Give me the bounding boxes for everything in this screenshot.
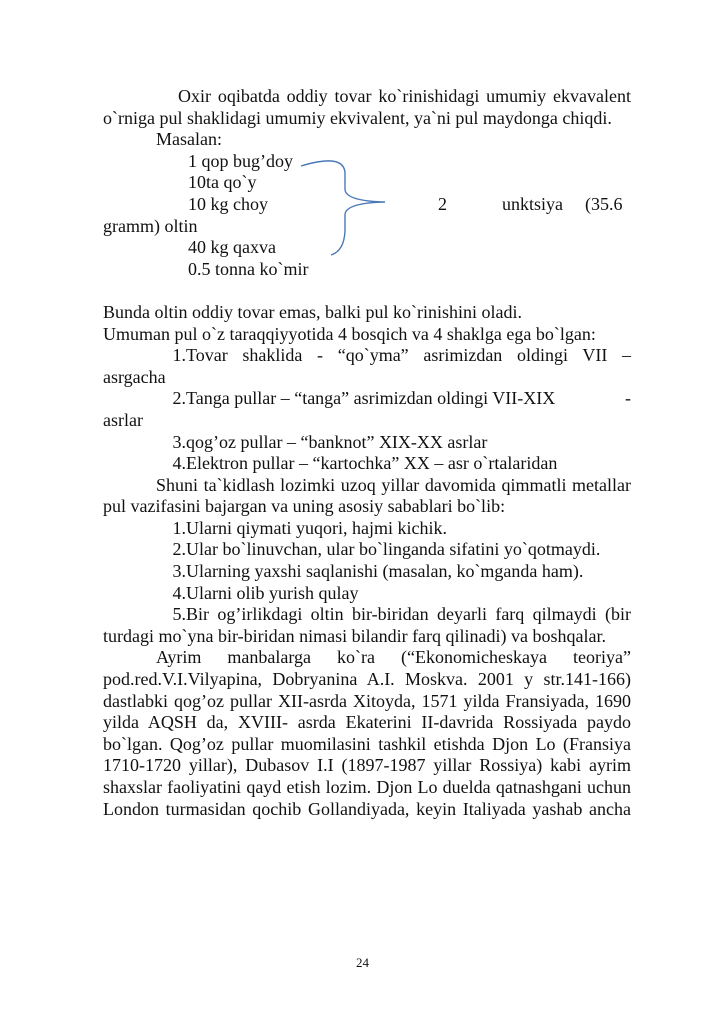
list-text: Bir og’irlikdagi oltin bir-biridan deyarli farq qilmaydi (bir <box>186 604 631 625</box>
list-number: 1. <box>172 345 186 366</box>
equivalent-unit: unktsiya <box>502 193 563 214</box>
paragraph-stages-intro: Umuman pul o`z taraqqiyyotida 4 bosqich va 4 shaklga ega bo`lgan: <box>103 323 596 344</box>
list-item <box>103 604 631 626</box>
list-number: 3. <box>172 431 186 452</box>
paragraph-metals: Shuni ta`kidlash lozimki uzoq yillar davomida qimmatli metallar pul vazifasini bajargan va uning asosiy sabablari bo`lib: <box>103 474 631 517</box>
list-number: 3. <box>172 561 186 582</box>
list-text: Ularning yaxshi saqlanishi (masalan, ko`mganda ham). <box>186 561 584 582</box>
goods-item: 0.5 tonna ko`mir <box>188 258 309 279</box>
goods-list <box>103 151 631 281</box>
paragraph-paper-money: Ayrim manbalarga ko`ra (“Ekonomicheskaya teoriya” pod.red.V.I.Vilyapina, Dobryanina A.I. Moskva. 2001 y str.141-166) dastlabki qog’oz pullar XII-asrda Xitoyda, 1571 yilda Fransiyada, 1690 yilda AQSH da, XVIII- asrda Ekaterini II-davrida Rossiyada paydo bo`lgan. Qog’oz pullar muomilasini tashkil etishda Djon Lo (Fransiya 1710-1720 yillar), Dubasov I.I (1897-1987 yillar Rossiya) kabi ayrim shaxslar faoliyatini qayd etish lozim. Djon Lo duelda qatnashgani uchun London turmasidan qochib Gollandiyada, keyin Italiyada yashab ancha <box>103 647 631 819</box>
goods-item-continuation: gramm) oltin <box>103 215 198 236</box>
list-text: Ular bo`linuvchan, ular bo`linganda sifatini yo`qotmaydi. <box>186 539 601 560</box>
list-number: 5. <box>172 604 186 625</box>
reasons-list <box>103 518 631 648</box>
list-continuation: asrgacha <box>103 366 166 387</box>
list-number: 4. <box>172 582 186 603</box>
list-dash: - <box>625 388 631 409</box>
list-text: Ularni olib yurish qulay <box>186 582 359 603</box>
example-label: Masalan: <box>156 129 222 150</box>
equivalent-weight: (35.6 <box>585 193 623 214</box>
list-text: qog’oz pullar – “banknot” XIX-XX asrlar <box>186 431 488 452</box>
goods-item <box>103 194 631 216</box>
list-text: Tovar shaklida - “qo`yma” asrimizdan oldingi VII – <box>186 345 631 366</box>
page-number: 24 <box>356 955 369 970</box>
list-item <box>103 518 631 540</box>
list-number: 4. <box>172 453 186 474</box>
goods-item: 1 qop bug’doy <box>188 150 293 171</box>
list-continuation: asrlar <box>103 409 143 430</box>
paragraph-intro: Oxir oqibatda oddiy tovar ko`rinishidagi umumiy ekvavalent o`rniga pul shaklidagi umumiy ekvivalent, ya`ni pul maydonga chiqdi. <box>103 86 631 128</box>
paragraph-gold: Bunda oltin oddiy tovar emas, balki pul ko`rinishini oladi. <box>103 301 522 322</box>
list-number: 1. <box>172 517 186 538</box>
goods-item-label: 10 kg choy <box>188 193 268 214</box>
list-text: Tanga pullar – “tanga” asrimizdan oldingi VII-XIX <box>186 388 556 409</box>
list-text: Elektron pullar – “kartochka” XX – asr o`rtalaridan <box>186 453 558 474</box>
list-item <box>103 561 631 583</box>
goods-item: 40 kg qaxva <box>188 237 276 258</box>
list-number: 2. <box>172 539 186 560</box>
list-item <box>103 432 631 454</box>
list-item <box>103 539 631 561</box>
list-text: Ularni qiymati yuqori, hajmi kichik. <box>186 517 447 538</box>
list-item <box>103 388 631 410</box>
equivalent-number: 2 <box>438 193 447 214</box>
document-body <box>103 86 631 820</box>
list-item <box>103 583 631 605</box>
goods-item: 10ta qo`y <box>188 172 257 193</box>
list-continuation: turdagi mo`yna bir-biridan nimasi bilandir farq qilinadi) va boshqalar. <box>103 625 607 646</box>
list-item <box>103 345 631 367</box>
stages-list <box>103 345 631 475</box>
list-number: 2. <box>172 388 186 409</box>
list-item <box>103 453 631 475</box>
